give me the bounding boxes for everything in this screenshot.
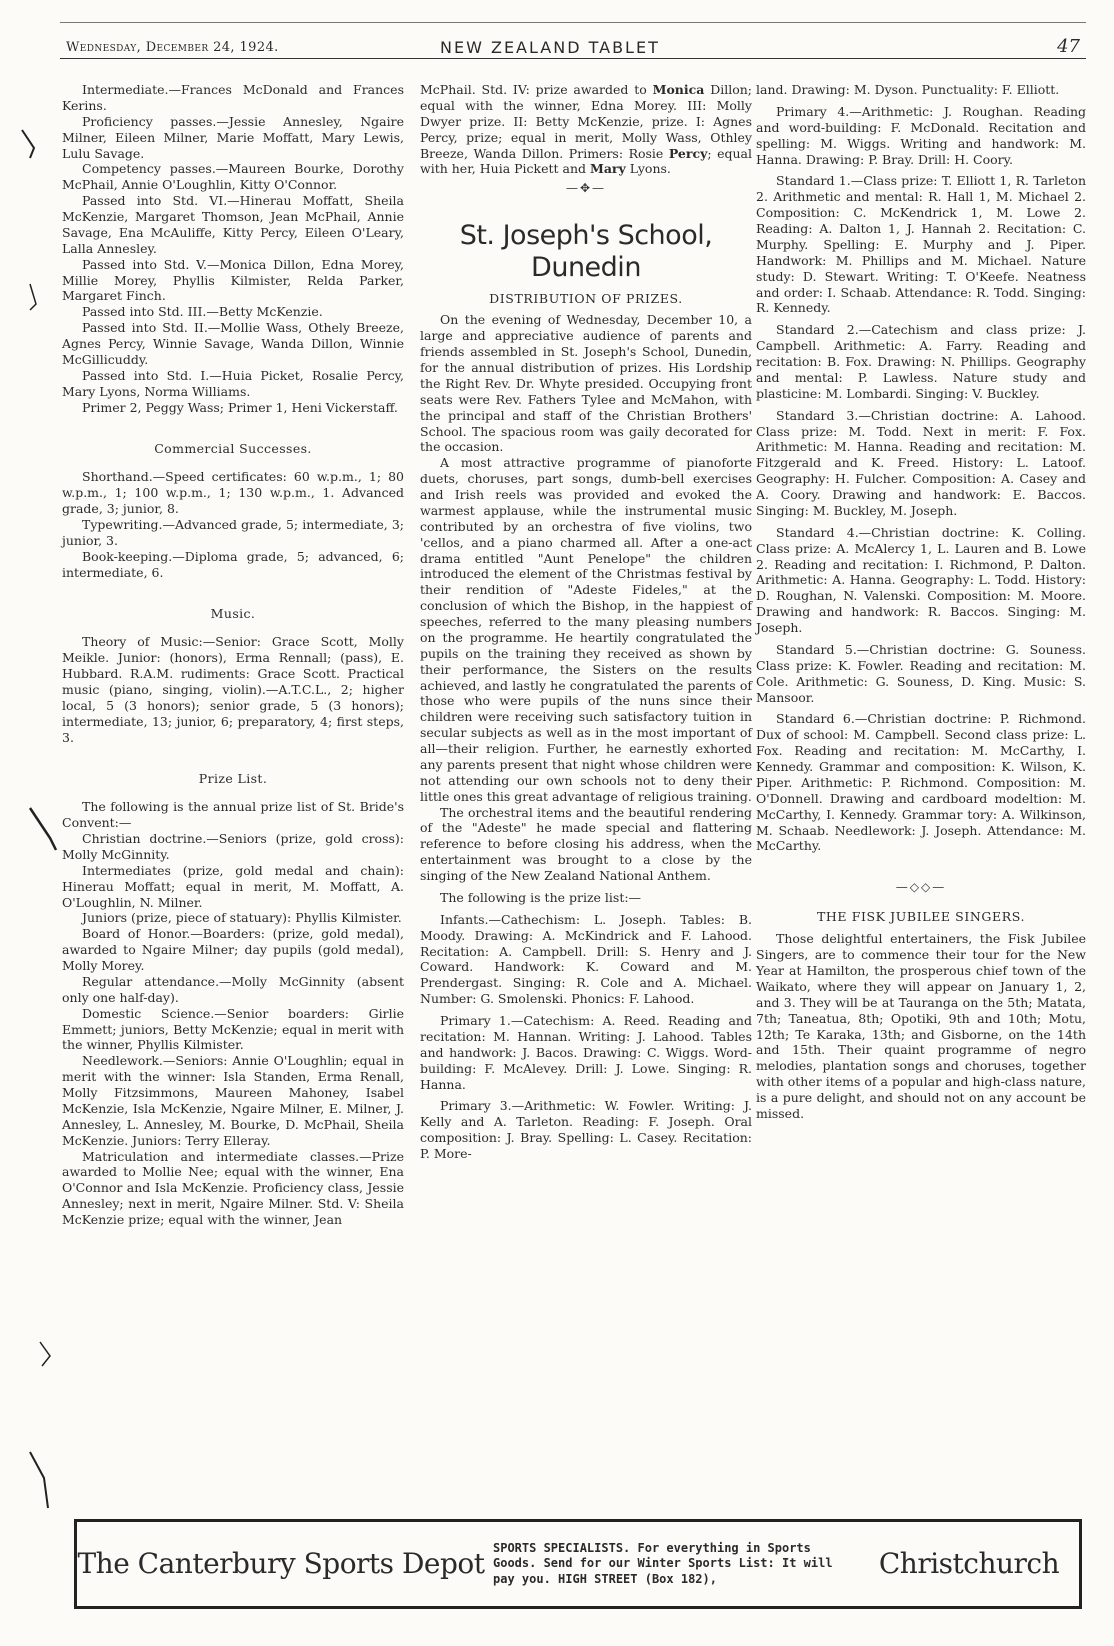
article-heading-fisk: THE FISK JUBILEE SINGERS. xyxy=(816,909,1026,925)
header-page-number: 47 xyxy=(1057,36,1080,57)
section-heading-prize-list: Prize List. xyxy=(198,771,268,787)
column-3 xyxy=(756,82,1086,1122)
article-title xyxy=(420,220,752,282)
ornament-divider: —✥— xyxy=(565,181,607,196)
article-paragraph: Shorthand.—Speed certificates: 60 w.p.m., 1; 80 w.p.m., 1; 100 w.p.m., 1; 130 w.p.m., 1. Advanced grade, 3; junior, 8. xyxy=(62,469,404,516)
article-paragraph: Standard 4.—Christian doctrine: K. Colling. Class prize: A. McAlercy 1, L. Lauren and B. Lowe 2. Reading and recitation: I. Richmond, P. Dalton. Arithmetic: A. Hanna. Geography: L. Todd. History: D. Roughan, N. Valenski. Composition: M. Moore. Drawing and handwork: R. Baccos. Singing: M. Joseph. xyxy=(756,524,1086,635)
article-paragraph: Intermediate.—Frances McDonald and Frances Kerins. xyxy=(62,82,404,113)
ornament-divider: —◇◇— xyxy=(895,880,947,895)
article-paragraph: On the evening of Wednesday, December 10, a large and appreciative audience of parents and friends assembled in St. Joseph's School, Dunedin, for the annual distribution of prizes. His Lordship the Right Rev. Dr. Whyte presided. Occupying front seats were Rev. Fathers Tylee and McMahon, with the principal and staff of the Christian Brothers' School. The spacious room was gaily decorated for the occasion. xyxy=(420,312,752,455)
article-paragraph: Primer 2, Peggy Wass; Primer 1, Heni Vickerstaff. xyxy=(82,399,398,415)
article-paragraph: Standard 6.—Christian doctrine: P. Richmond. Dux of school: M. Campbell. Second class prize: L. Fox. Reading and recitation: M. McCarthy, I. Kennedy. Grammar and composition: K. Wilson, K. Piper. Arithmetic: P. Richmond. Composition: M. O'Donnell. Drawing and cardboard modeltion: M. McCarthy, I. Kennedy. Grammar tory: A. Wilkinson, M. Schaab. Needlework: J. Joseph. Attendance: M. McCarthy. xyxy=(756,711,1086,854)
ad-city: Christchurch xyxy=(878,1547,1060,1581)
article-subheading: DISTRIBUTION OF PRIZES. xyxy=(489,290,683,306)
article-paragraph: Needlework.—Seniors: Annie O'Loughlin; equal in merit with the winner: Isla Standen, Erma Renall, Molly Fitzsimmons, Maureen Mahoney, Isabel McKenzie, Isla McKenzie, Ngaire Milner, E. Milner, J. Annesley, L. Annesley, M. Bourke, D. McPhail, Sheila McKenzie. Juniors: Terry Elleray. xyxy=(62,1053,404,1148)
header-top-rule xyxy=(60,22,1086,23)
header-rule xyxy=(60,58,1086,59)
article-paragraph: Intermediates (prize, gold medal and chain): Hinerau Moffatt; equal in merit, M. Moffatt, A. O'Loughlin, N. Milner. xyxy=(62,862,404,910)
article-paragraph: Proficiency passes.—Jessie Annesley, Ngaire Milner, Eileen Milner, Marie Moffatt, Mary Lewis, Lulu Savage. xyxy=(62,113,404,161)
ad-copy-line: pay you. HIGH STREET (Box 182), xyxy=(493,1571,717,1586)
text-run-bold: Mary xyxy=(590,161,626,177)
article-paragraph: The following is the prize list:— xyxy=(440,889,642,905)
article-paragraph: Primary 4.—Arithmetic: J. Roughan. Reading and word-building: F. McDonald. Recitation and spelling: M. Wiggs. Writing and handwork: M. Hanna. Drawing: P. Bray. Drill: H. Coory. xyxy=(756,103,1086,167)
ad-copy-line: SPORTS SPECIALISTS. For everything in Sports xyxy=(493,1540,811,1555)
text-run: McPhail. Std. IV: prize awarded to xyxy=(420,82,653,97)
article-paragraph: Passed into Std. V.—Monica Dillon, Edna Morey, Millie Morey, Phyllis Kilmister, Relda Parker, Margaret Finch. xyxy=(62,256,404,304)
ad-copy-line: Goods. Send for our Winter Sports List: It will xyxy=(493,1556,833,1571)
article-paragraph: Board of Honor.—Boarders: (prize, gold medal), awarded to Ngaire Milner; day pupils (gold medal), Molly Morey. xyxy=(62,926,404,973)
header-date: Wednesday, December 24, 1924. xyxy=(66,40,279,55)
margin-check-mark xyxy=(40,1342,50,1366)
article-paragraph: Passed into Std. I.—Huia Picket, Rosalie Percy, Mary Lyons, Norma Williams. xyxy=(62,367,404,399)
margin-check-mark xyxy=(30,808,56,850)
margin-mark-svg xyxy=(0,0,80,1646)
column-1 xyxy=(62,82,404,1228)
article-title-line: St. Joseph's School, xyxy=(459,220,713,252)
article-paragraph: Book-keeping.—Diploma grade, 5; advanced, 6; intermediate, 6. xyxy=(62,548,404,580)
article-paragraph: Passed into Std. II.—Mollie Wass, Othely Breeze, Agnes Percy, Winnie Savage, Wanda Dillon, Winnie McGillicuddy. xyxy=(62,320,404,367)
article-paragraph: Theory of Music:—Senior: Grace Scott, Molly Meikle. Junior: (honors), Erma Rennall; (pass), E. Hubbard. R.A.M. rudiments: Grace Scott. Practical music (piano, singing, violin).—A.T.C.L., 2; higher local, 5 (3 honors); senior grade, 5 (3 honors); intermediate, 13; junior, 6; preparatory, 4; first steps, 3. xyxy=(62,634,404,745)
article-paragraph: The orchestral items and the beautiful rendering of the "Adeste" he made special and flattering reference to before closing his address, when the entertainment was brought to a close by the singing of the New Zealand National Anthem. xyxy=(420,804,752,884)
article-paragraph: Standard 1.—Class prize: T. Elliott 1, R. Tarleton 2. Arithmetic and mental: R. Hall 1, M. Michael 2. Composition: C. McKendrick 1, M. Lowe 2. Reading: A. Dalton 1, J. Hannah 2. Recitation: C. Murphy. Spelling: E. Murphy and J. Piper. Handwork: M. Phillips and M. Michael. Nature study: D. Stewart. Writing: T. O'Keefe. Neatness and order: I. Schaab. Attendance: R. Todd. Singing: R. Kennedy. xyxy=(756,173,1086,316)
section-heading-commercial: Commercial Successes. xyxy=(154,441,312,457)
margin-check-mark xyxy=(30,284,36,310)
article-paragraph: Standard 5.—Christian doctrine: G. Souness. Class prize: K. Fowler. Reading and recitation: M. Cole. Arithmetic: G. Souness, D. King. Music: S. Mansoor. xyxy=(756,641,1086,705)
article-paragraph xyxy=(420,82,752,177)
article-paragraph: The following is the annual prize list of St. Bride's Convent:— xyxy=(62,799,404,831)
article-paragraph: Christian doctrine.—Seniors (prize, gold cross): Molly McGinnity. xyxy=(62,831,404,862)
article-paragraph: Infants.—Cathechism: L. Joseph. Tables: B. Moody. Drawing: A. McKindrick and F. Lahood. Recitation: A. Campbell. Drill: S. Henry and J. Coward. Handwork: K. Coward and M. Prendergast. Singing: R. Cole and A. Michael. Number: G. Smolenski. Phonics: F. Lahood. xyxy=(420,911,752,1007)
article-paragraph: Primary 3.—Arithmetic: W. Fowler. Writing: J. Kelly and A. Tarleton. Reading: F. Joseph. Oral composition: J. Bray. Spelling: L. Casey. Recitation: P. More- xyxy=(420,1098,752,1162)
article-paragraph: Standard 2.—Catechism and class prize: J. Campbell. Arithmetic: A. Farry. Reading and recitation: B. Fox. Drawing: N. Phillips. Geography and mental: P. Lawless. Nature study and plasticine: M. Lombardi. Singing: V. Buckley. xyxy=(756,322,1086,401)
article-paragraph: land. Drawing: M. Dyson. Punctuality: F. Elliott. xyxy=(756,82,1060,97)
article-paragraph: Domestic Science.—Senior boarders: Girlie Emmett; juniors, Betty McKenzie; equal in merit with the winner, Phyllis Kilmister. xyxy=(62,1005,404,1053)
article-paragraph: A most attractive programme of pianoforte duets, choruses, part songs, dumb-bell exercises and Irish reels was provided and evoked the warmest applause, while the instrumental music contributed by an orchestra of five violins, two 'cellos, and a piano charmed all. After a one-act drama entitled "Aunt Penelope" the children introduced the element of the Christmas festival by their rendition of "Adeste Fideles," at the conclusion of which the Bishop, in the happiest of speeches, referred to the many pleasing numbers on the programme. He heartily congratulated the pupils on the training they received as shown by their performance, the Sisters on the results achieved, and lastly he congratulated the parents of those who were pupils of the nuns since their children were receiving such satisfactory tuition in secular subjects as well as in the most important of all—their religion. Further, he earnestly exhorted any parents present that night whose children were not attending our own schools not to deny their little ones this great advantage of religious training. xyxy=(420,455,752,804)
article-paragraph: Passed into Std. III.—Betty McKenzie. xyxy=(82,304,323,320)
text-run-bold: Percy xyxy=(668,145,708,161)
header-title: NEW ZEALAND TABLET xyxy=(440,38,660,57)
text-run: Dillon; equal with the winner, Edna Morey. III: Molly Dwyer prize. II: Betty McKenzie, prize. I: Agnes Percy, prize; equal in merit, Molly Wass, Othley Breeze, Wanda Dillon. Primers: Rosie xyxy=(420,82,752,161)
article-paragraph: Competency passes.—Maureen Bourke, Dorothy McPhail, Annie O'Loughlin, Kitty O'Connor. xyxy=(62,161,404,193)
margin-check-mark xyxy=(22,130,34,158)
article-paragraph: Primary 1.—Catechism: A. Reed. Reading and recitation: M. Hannan. Writing: J. Lahood. Tables and handwork: J. Bacos. Drawing: C. Wiggs. Word-building: F. McAlevey. Drill: J. Lowe. Singing: R. Hanna. xyxy=(420,1013,752,1092)
text-run-bold: Monica xyxy=(652,82,705,97)
article-paragraph: Juniors (prize, piece of statuary): Phyllis Kilmister. xyxy=(82,910,402,926)
article-paragraph: Passed into Std. VI.—Hinerau Moffatt, Sheila McKenzie, Margaret Thomson, Jean McPhail, Annie Savage, Ena McAuliffe, Kitty Percy, Eileen O'Leary, Lalla Annesley. xyxy=(62,193,404,256)
margin-check-mark xyxy=(30,1452,48,1508)
article-title-line: Dunedin xyxy=(531,251,641,283)
column-2 xyxy=(420,82,752,1162)
article-paragraph: Regular attendance.—Molly McGinnity (absent only one half-day). xyxy=(62,973,404,1005)
section-heading-music: Music. xyxy=(210,606,256,622)
article-paragraph: Those delightful entertainers, the Fisk Jubilee Singers, are to commence their tour for the New Year at Hamilton, the prosperous chief town of the Waikato, where they will appear on January 1, 2, and 3. They will be at Tauranga on the 5th; Matata, 7th; Taneatua, 8th; Opotiki, 9th and 10th; Motu, 12th; Te Karaka, 13th; and Gisborne, on the 14th and 15th. Their quaint programme of negro melodies, plantation songs and choruses, together with other items of a popular and high-class nature, is a pure delight, and should not on any account be missed. xyxy=(756,931,1086,1121)
advertisement-box xyxy=(74,1519,1082,1609)
text-run: ; equal with her, Huia Pickett and xyxy=(420,145,752,177)
article-paragraph: Standard 3.—Christian doctrine: A. Lahood. Class prize: M. Todd. Next in merit: F. Fox. Arithmetic: M. Hanna. Reading and recitation: M. Fitzgerald and K. Freed. History: L. Latoof. Geography: H. Fulcher. Composition: A. Casey and A. Coory. Drawing and handwork: E. Baccos. Singing: M. Buckley, M. Joseph. xyxy=(756,407,1086,518)
article-paragraph: Typewriting.—Advanced grade, 5; intermediate, 3; junior, 3. xyxy=(62,516,404,548)
article-paragraph: Matriculation and intermediate classes.—Prize awarded to Mollie Nee; equal with the winner, Ena O'Connor and Isla McKenzie. Proficiency class, Jessie Annesley; next in merit, Ngaire Milner. Std. V: Sheila McKenzie prize; equal with the winner, Jean xyxy=(62,1148,404,1227)
text-run: Lyons. xyxy=(625,161,671,177)
ad-company-name: The Canterbury Sports Depot xyxy=(77,1547,485,1581)
ad-copy xyxy=(485,1541,859,1588)
